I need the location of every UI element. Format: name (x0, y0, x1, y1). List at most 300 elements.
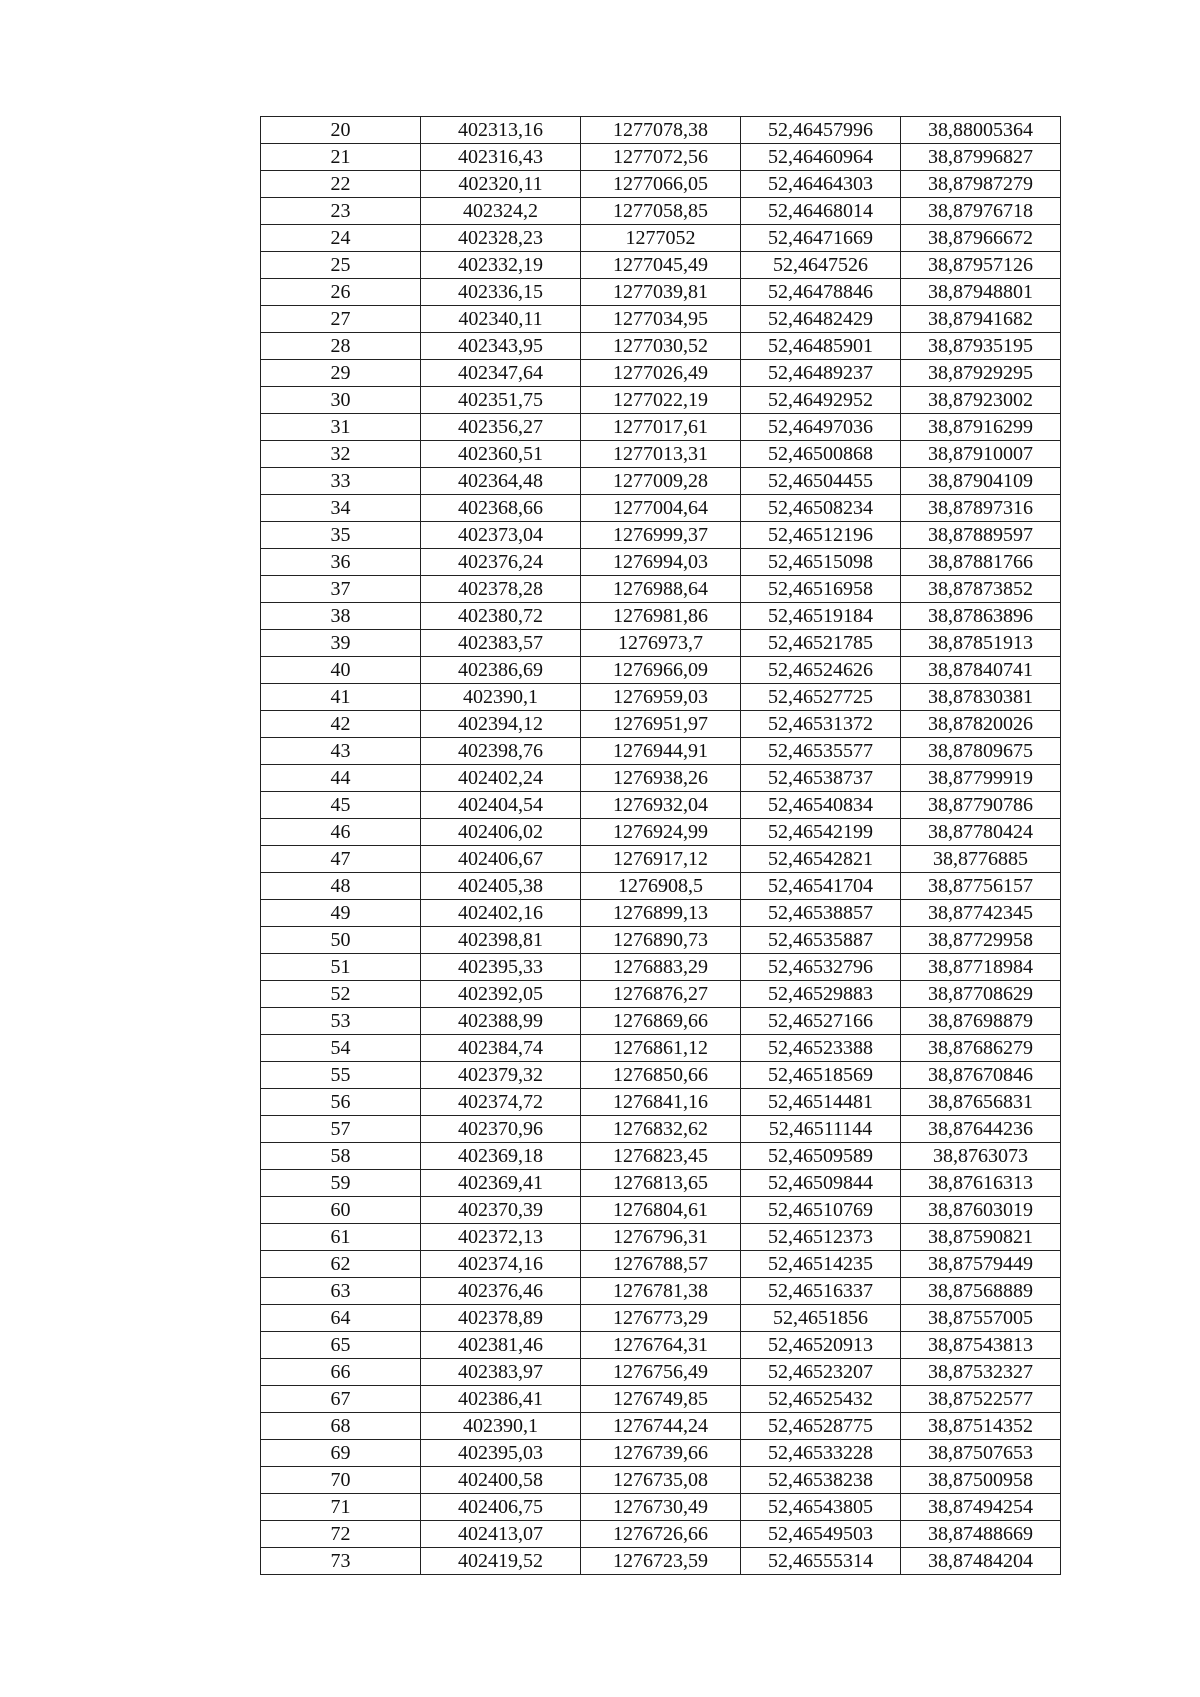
y-coordinate-cell: 1276973,7 (581, 630, 741, 657)
point-number-cell: 55 (261, 1062, 421, 1089)
y-coordinate-cell: 1276832,62 (581, 1116, 741, 1143)
point-number-cell: 54 (261, 1035, 421, 1062)
longitude-cell: 38,87500958 (901, 1467, 1061, 1494)
y-coordinate-cell: 1276764,31 (581, 1332, 741, 1359)
table-row (261, 846, 1061, 873)
point-number-cell: 67 (261, 1386, 421, 1413)
point-number-cell: 45 (261, 792, 421, 819)
latitude-cell: 52,46492952 (741, 387, 901, 414)
point-number-cell: 35 (261, 522, 421, 549)
point-number-cell: 61 (261, 1224, 421, 1251)
longitude-cell: 38,87889597 (901, 522, 1061, 549)
x-coordinate-cell: 402316,43 (421, 144, 581, 171)
y-coordinate-cell: 1276744,24 (581, 1413, 741, 1440)
point-number-cell: 66 (261, 1359, 421, 1386)
y-coordinate-cell: 1276899,13 (581, 900, 741, 927)
x-coordinate-cell: 402378,28 (421, 576, 581, 603)
y-coordinate-cell: 1277034,95 (581, 306, 741, 333)
y-coordinate-cell: 1276723,59 (581, 1548, 741, 1575)
x-coordinate-cell: 402402,16 (421, 900, 581, 927)
point-number-cell: 53 (261, 1008, 421, 1035)
longitude-cell: 38,87616313 (901, 1170, 1061, 1197)
longitude-cell: 38,87820026 (901, 711, 1061, 738)
point-number-cell: 46 (261, 819, 421, 846)
longitude-cell: 38,87863896 (901, 603, 1061, 630)
latitude-cell: 52,46464303 (741, 171, 901, 198)
table-row (261, 1170, 1061, 1197)
longitude-cell: 38,87494254 (901, 1494, 1061, 1521)
table-row (261, 441, 1061, 468)
point-number-cell: 32 (261, 441, 421, 468)
latitude-cell: 52,46535887 (741, 927, 901, 954)
latitude-cell: 52,46524626 (741, 657, 901, 684)
x-coordinate-cell: 402400,58 (421, 1467, 581, 1494)
table-row (261, 927, 1061, 954)
longitude-cell: 38,87873852 (901, 576, 1061, 603)
point-number-cell: 72 (261, 1521, 421, 1548)
point-number-cell: 52 (261, 981, 421, 1008)
longitude-cell: 38,87603019 (901, 1197, 1061, 1224)
point-number-cell: 49 (261, 900, 421, 927)
longitude-cell: 38,87996827 (901, 144, 1061, 171)
point-number-cell: 30 (261, 387, 421, 414)
latitude-cell: 52,46532796 (741, 954, 901, 981)
y-coordinate-cell: 1276883,29 (581, 954, 741, 981)
point-number-cell: 62 (261, 1251, 421, 1278)
latitude-cell: 52,46542821 (741, 846, 901, 873)
latitude-cell: 52,46523388 (741, 1035, 901, 1062)
point-number-cell: 42 (261, 711, 421, 738)
longitude-cell: 38,87488669 (901, 1521, 1061, 1548)
point-number-cell: 34 (261, 495, 421, 522)
y-coordinate-cell: 1277066,05 (581, 171, 741, 198)
table-row (261, 1008, 1061, 1035)
latitude-cell: 52,46533228 (741, 1440, 901, 1467)
table-row (261, 1062, 1061, 1089)
y-coordinate-cell: 1277030,52 (581, 333, 741, 360)
table-row (261, 198, 1061, 225)
table-row (261, 495, 1061, 522)
table-row (261, 1440, 1061, 1467)
longitude-cell: 38,87670846 (901, 1062, 1061, 1089)
x-coordinate-cell: 402376,46 (421, 1278, 581, 1305)
x-coordinate-cell: 402390,1 (421, 1413, 581, 1440)
point-number-cell: 26 (261, 279, 421, 306)
y-coordinate-cell: 1276804,61 (581, 1197, 741, 1224)
point-number-cell: 36 (261, 549, 421, 576)
latitude-cell: 52,46527166 (741, 1008, 901, 1035)
point-number-cell: 48 (261, 873, 421, 900)
point-number-cell: 43 (261, 738, 421, 765)
latitude-cell: 52,46515098 (741, 549, 901, 576)
longitude-cell: 38,87904109 (901, 468, 1061, 495)
y-coordinate-cell: 1276917,12 (581, 846, 741, 873)
x-coordinate-cell: 402376,24 (421, 549, 581, 576)
y-coordinate-cell: 1277026,49 (581, 360, 741, 387)
table-row (261, 171, 1061, 198)
y-coordinate-cell: 1276756,49 (581, 1359, 741, 1386)
x-coordinate-cell: 402373,04 (421, 522, 581, 549)
table-row (261, 117, 1061, 144)
latitude-cell: 52,46538857 (741, 900, 901, 927)
latitude-cell: 52,46512373 (741, 1224, 901, 1251)
latitude-cell: 52,46535577 (741, 738, 901, 765)
table-row (261, 144, 1061, 171)
table-row (261, 1035, 1061, 1062)
x-coordinate-cell: 402320,11 (421, 171, 581, 198)
table-row (261, 252, 1061, 279)
latitude-cell: 52,46528775 (741, 1413, 901, 1440)
point-number-cell: 51 (261, 954, 421, 981)
x-coordinate-cell: 402343,95 (421, 333, 581, 360)
x-coordinate-cell: 402383,57 (421, 630, 581, 657)
table-row (261, 1089, 1061, 1116)
point-number-cell: 20 (261, 117, 421, 144)
x-coordinate-cell: 402368,66 (421, 495, 581, 522)
table-row (261, 1305, 1061, 1332)
longitude-cell: 38,87708629 (901, 981, 1061, 1008)
table-row (261, 414, 1061, 441)
latitude-cell: 52,46489237 (741, 360, 901, 387)
table-row (261, 1548, 1061, 1575)
longitude-cell: 38,87729958 (901, 927, 1061, 954)
y-coordinate-cell: 1276726,66 (581, 1521, 741, 1548)
longitude-cell: 38,87686279 (901, 1035, 1061, 1062)
longitude-cell: 38,87910007 (901, 441, 1061, 468)
table-row (261, 1386, 1061, 1413)
coordinates-table-body (261, 117, 1061, 1575)
latitude-cell: 52,46523207 (741, 1359, 901, 1386)
latitude-cell: 52,46529883 (741, 981, 901, 1008)
table-row (261, 900, 1061, 927)
point-number-cell: 58 (261, 1143, 421, 1170)
latitude-cell: 52,46510769 (741, 1197, 901, 1224)
point-number-cell: 69 (261, 1440, 421, 1467)
latitude-cell: 52,46514481 (741, 1089, 901, 1116)
latitude-cell: 52,46485901 (741, 333, 901, 360)
y-coordinate-cell: 1276938,26 (581, 765, 741, 792)
point-number-cell: 33 (261, 468, 421, 495)
point-number-cell: 47 (261, 846, 421, 873)
longitude-cell: 38,87522577 (901, 1386, 1061, 1413)
y-coordinate-cell: 1276908,5 (581, 873, 741, 900)
point-number-cell: 28 (261, 333, 421, 360)
latitude-cell: 52,46471669 (741, 225, 901, 252)
x-coordinate-cell: 402356,27 (421, 414, 581, 441)
y-coordinate-cell: 1276988,64 (581, 576, 741, 603)
longitude-cell: 38,87957126 (901, 252, 1061, 279)
point-number-cell: 71 (261, 1494, 421, 1521)
table-row (261, 792, 1061, 819)
longitude-cell: 38,87484204 (901, 1548, 1061, 1575)
y-coordinate-cell: 1276735,08 (581, 1467, 741, 1494)
x-coordinate-cell: 402413,07 (421, 1521, 581, 1548)
point-number-cell: 40 (261, 657, 421, 684)
y-coordinate-cell: 1276796,31 (581, 1224, 741, 1251)
table-row (261, 306, 1061, 333)
longitude-cell: 38,87935195 (901, 333, 1061, 360)
point-number-cell: 57 (261, 1116, 421, 1143)
point-number-cell: 50 (261, 927, 421, 954)
x-coordinate-cell: 402369,18 (421, 1143, 581, 1170)
table-row (261, 1332, 1061, 1359)
longitude-cell: 38,87579449 (901, 1251, 1061, 1278)
longitude-cell: 38,87590821 (901, 1224, 1061, 1251)
point-number-cell: 64 (261, 1305, 421, 1332)
latitude-cell: 52,46511144 (741, 1116, 901, 1143)
point-number-cell: 65 (261, 1332, 421, 1359)
table-row (261, 1116, 1061, 1143)
x-coordinate-cell: 402395,33 (421, 954, 581, 981)
table-row (261, 873, 1061, 900)
table-row (261, 1413, 1061, 1440)
x-coordinate-cell: 402340,11 (421, 306, 581, 333)
table-row (261, 468, 1061, 495)
latitude-cell: 52,46538737 (741, 765, 901, 792)
y-coordinate-cell: 1276773,29 (581, 1305, 741, 1332)
x-coordinate-cell: 402328,23 (421, 225, 581, 252)
x-coordinate-cell: 402392,05 (421, 981, 581, 1008)
latitude-cell: 52,46468014 (741, 198, 901, 225)
x-coordinate-cell: 402404,54 (421, 792, 581, 819)
longitude-cell: 38,87830381 (901, 684, 1061, 711)
x-coordinate-cell: 402372,13 (421, 1224, 581, 1251)
latitude-cell: 52,4647526 (741, 252, 901, 279)
y-coordinate-cell: 1276861,12 (581, 1035, 741, 1062)
table-row (261, 603, 1061, 630)
latitude-cell: 52,4651856 (741, 1305, 901, 1332)
x-coordinate-cell: 402398,76 (421, 738, 581, 765)
y-coordinate-cell: 1276823,45 (581, 1143, 741, 1170)
latitude-cell: 52,46509589 (741, 1143, 901, 1170)
point-number-cell: 56 (261, 1089, 421, 1116)
table-row (261, 576, 1061, 603)
table-row (261, 684, 1061, 711)
x-coordinate-cell: 402384,74 (421, 1035, 581, 1062)
table-row (261, 657, 1061, 684)
longitude-cell: 38,87881766 (901, 549, 1061, 576)
point-number-cell: 22 (261, 171, 421, 198)
latitude-cell: 52,46541704 (741, 873, 901, 900)
point-number-cell: 70 (261, 1467, 421, 1494)
latitude-cell: 52,46555314 (741, 1548, 901, 1575)
point-number-cell: 23 (261, 198, 421, 225)
y-coordinate-cell: 1277045,49 (581, 252, 741, 279)
y-coordinate-cell: 1277009,28 (581, 468, 741, 495)
x-coordinate-cell: 402379,32 (421, 1062, 581, 1089)
point-number-cell: 31 (261, 414, 421, 441)
table-row (261, 738, 1061, 765)
longitude-cell: 38,87756157 (901, 873, 1061, 900)
point-number-cell: 37 (261, 576, 421, 603)
x-coordinate-cell: 402405,38 (421, 873, 581, 900)
table-row (261, 819, 1061, 846)
x-coordinate-cell: 402386,41 (421, 1386, 581, 1413)
y-coordinate-cell: 1276781,38 (581, 1278, 741, 1305)
x-coordinate-cell: 402336,15 (421, 279, 581, 306)
longitude-cell: 38,87987279 (901, 171, 1061, 198)
y-coordinate-cell: 1276951,97 (581, 711, 741, 738)
x-coordinate-cell: 402360,51 (421, 441, 581, 468)
y-coordinate-cell: 1276994,03 (581, 549, 741, 576)
x-coordinate-cell: 402380,72 (421, 603, 581, 630)
table-row (261, 1467, 1061, 1494)
y-coordinate-cell: 1276876,27 (581, 981, 741, 1008)
longitude-cell: 38,87799919 (901, 765, 1061, 792)
table-row (261, 711, 1061, 738)
longitude-cell: 38,87644236 (901, 1116, 1061, 1143)
longitude-cell: 38,87976718 (901, 198, 1061, 225)
point-number-cell: 27 (261, 306, 421, 333)
latitude-cell: 52,46516337 (741, 1278, 901, 1305)
latitude-cell: 52,46514235 (741, 1251, 901, 1278)
longitude-cell: 38,87557005 (901, 1305, 1061, 1332)
longitude-cell: 38,8763073 (901, 1143, 1061, 1170)
table-row (261, 1278, 1061, 1305)
point-number-cell: 25 (261, 252, 421, 279)
x-coordinate-cell: 402406,75 (421, 1494, 581, 1521)
latitude-cell: 52,46538238 (741, 1467, 901, 1494)
longitude-cell: 38,87923002 (901, 387, 1061, 414)
point-number-cell: 44 (261, 765, 421, 792)
point-number-cell: 38 (261, 603, 421, 630)
x-coordinate-cell: 402395,03 (421, 1440, 581, 1467)
table-row (261, 1224, 1061, 1251)
point-number-cell: 39 (261, 630, 421, 657)
coordinates-table (260, 116, 1061, 1575)
table-row (261, 630, 1061, 657)
latitude-cell: 52,46521785 (741, 630, 901, 657)
y-coordinate-cell: 1276981,86 (581, 603, 741, 630)
latitude-cell: 52,46509844 (741, 1170, 901, 1197)
table-row (261, 387, 1061, 414)
y-coordinate-cell: 1276944,91 (581, 738, 741, 765)
latitude-cell: 52,46518569 (741, 1062, 901, 1089)
y-coordinate-cell: 1277078,38 (581, 117, 741, 144)
latitude-cell: 52,46525432 (741, 1386, 901, 1413)
table-row (261, 1521, 1061, 1548)
longitude-cell: 38,87656831 (901, 1089, 1061, 1116)
latitude-cell: 52,46500868 (741, 441, 901, 468)
x-coordinate-cell: 402324,2 (421, 198, 581, 225)
y-coordinate-cell: 1276869,66 (581, 1008, 741, 1035)
latitude-cell: 52,46542199 (741, 819, 901, 846)
y-coordinate-cell: 1277013,31 (581, 441, 741, 468)
y-coordinate-cell: 1276850,66 (581, 1062, 741, 1089)
longitude-cell: 38,87514352 (901, 1413, 1061, 1440)
y-coordinate-cell: 1276813,65 (581, 1170, 741, 1197)
latitude-cell: 52,46543805 (741, 1494, 901, 1521)
latitude-cell: 52,46520913 (741, 1332, 901, 1359)
latitude-cell: 52,46478846 (741, 279, 901, 306)
x-coordinate-cell: 402378,89 (421, 1305, 581, 1332)
latitude-cell: 52,46508234 (741, 495, 901, 522)
x-coordinate-cell: 402386,69 (421, 657, 581, 684)
y-coordinate-cell: 1276788,57 (581, 1251, 741, 1278)
x-coordinate-cell: 402313,16 (421, 117, 581, 144)
latitude-cell: 52,46527725 (741, 684, 901, 711)
latitude-cell: 52,46531372 (741, 711, 901, 738)
table-row (261, 1251, 1061, 1278)
point-number-cell: 59 (261, 1170, 421, 1197)
longitude-cell: 38,87780424 (901, 819, 1061, 846)
table-row (261, 360, 1061, 387)
table-row (261, 522, 1061, 549)
latitude-cell: 52,46497036 (741, 414, 901, 441)
longitude-cell: 38,87790786 (901, 792, 1061, 819)
y-coordinate-cell: 1277072,56 (581, 144, 741, 171)
longitude-cell: 38,87897316 (901, 495, 1061, 522)
longitude-cell: 38,87840741 (901, 657, 1061, 684)
longitude-cell: 38,87568889 (901, 1278, 1061, 1305)
table-row (261, 549, 1061, 576)
table-row (261, 1143, 1061, 1170)
y-coordinate-cell: 1276890,73 (581, 927, 741, 954)
longitude-cell: 38,87532327 (901, 1359, 1061, 1386)
latitude-cell: 52,46512196 (741, 522, 901, 549)
x-coordinate-cell: 402374,16 (421, 1251, 581, 1278)
longitude-cell: 38,87966672 (901, 225, 1061, 252)
point-number-cell: 21 (261, 144, 421, 171)
latitude-cell: 52,46516958 (741, 576, 901, 603)
latitude-cell: 52,46482429 (741, 306, 901, 333)
y-coordinate-cell: 1277039,81 (581, 279, 741, 306)
point-number-cell: 63 (261, 1278, 421, 1305)
table-row (261, 1197, 1061, 1224)
x-coordinate-cell: 402332,19 (421, 252, 581, 279)
x-coordinate-cell: 402383,97 (421, 1359, 581, 1386)
y-coordinate-cell: 1276841,16 (581, 1089, 741, 1116)
latitude-cell: 52,46519184 (741, 603, 901, 630)
table-row (261, 279, 1061, 306)
longitude-cell: 38,88005364 (901, 117, 1061, 144)
x-coordinate-cell: 402364,48 (421, 468, 581, 495)
table-row (261, 1494, 1061, 1521)
longitude-cell: 38,87543813 (901, 1332, 1061, 1359)
x-coordinate-cell: 402394,12 (421, 711, 581, 738)
y-coordinate-cell: 1277058,85 (581, 198, 741, 225)
table-row (261, 1359, 1061, 1386)
table-row (261, 981, 1061, 1008)
latitude-cell: 52,46549503 (741, 1521, 901, 1548)
longitude-cell: 38,8776885 (901, 846, 1061, 873)
x-coordinate-cell: 402402,24 (421, 765, 581, 792)
y-coordinate-cell: 1276959,03 (581, 684, 741, 711)
point-number-cell: 29 (261, 360, 421, 387)
table-row (261, 765, 1061, 792)
longitude-cell: 38,87809675 (901, 738, 1061, 765)
longitude-cell: 38,87698879 (901, 1008, 1061, 1035)
table-row (261, 225, 1061, 252)
x-coordinate-cell: 402419,52 (421, 1548, 581, 1575)
y-coordinate-cell: 1276999,37 (581, 522, 741, 549)
x-coordinate-cell: 402374,72 (421, 1089, 581, 1116)
point-number-cell: 73 (261, 1548, 421, 1575)
y-coordinate-cell: 1277022,19 (581, 387, 741, 414)
y-coordinate-cell: 1277052 (581, 225, 741, 252)
y-coordinate-cell: 1276730,49 (581, 1494, 741, 1521)
longitude-cell: 38,87718984 (901, 954, 1061, 981)
longitude-cell: 38,87929295 (901, 360, 1061, 387)
x-coordinate-cell: 402381,46 (421, 1332, 581, 1359)
y-coordinate-cell: 1276749,85 (581, 1386, 741, 1413)
point-number-cell: 68 (261, 1413, 421, 1440)
x-coordinate-cell: 402390,1 (421, 684, 581, 711)
y-coordinate-cell: 1276932,04 (581, 792, 741, 819)
table-row (261, 954, 1061, 981)
point-number-cell: 60 (261, 1197, 421, 1224)
table-row (261, 333, 1061, 360)
